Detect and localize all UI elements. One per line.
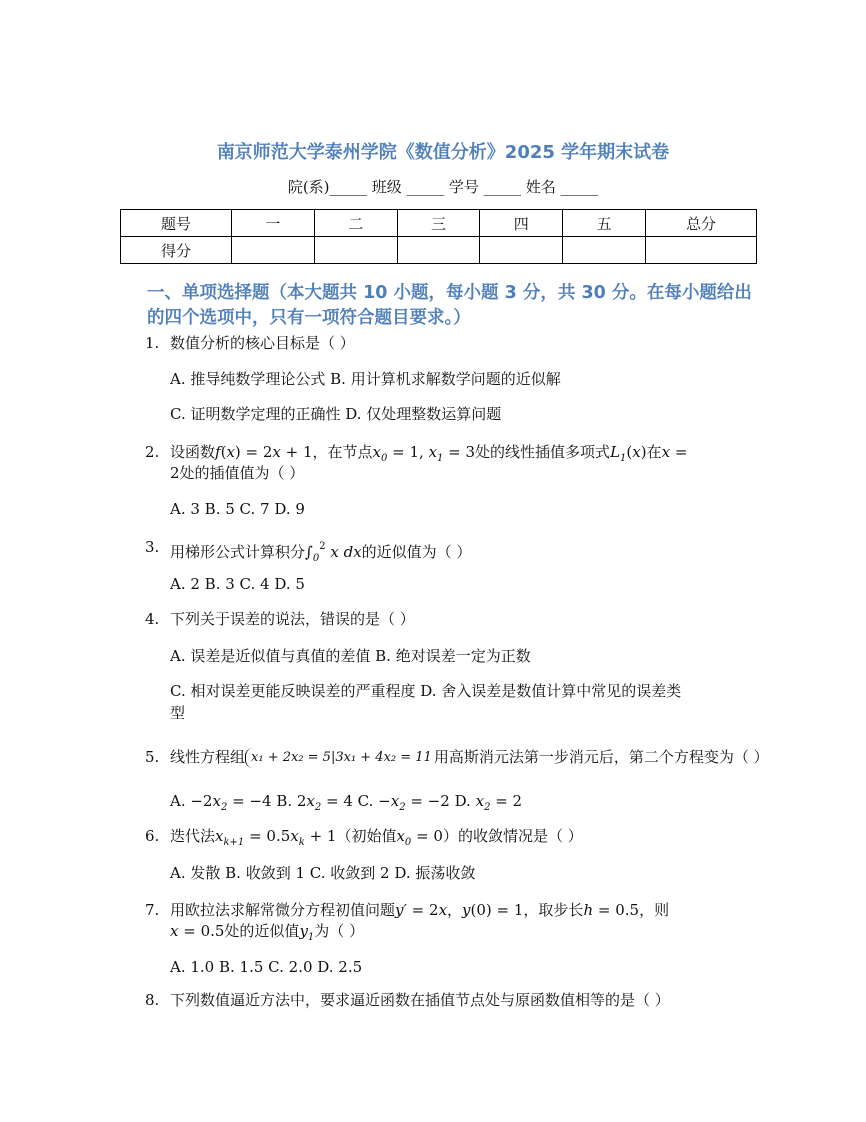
score-cell xyxy=(646,237,757,264)
text-segment: 线性方程组 xyxy=(170,748,246,766)
equation-system: x₁ + 2x₂ = 5|3x₁ + 4x₂ = 11 xyxy=(245,748,434,768)
text-segment: 下列关于误差的说法，错误的是（ ） xyxy=(170,610,415,628)
question-number: 1. xyxy=(145,334,160,352)
question-text xyxy=(170,537,471,569)
text-segment: 用梯形公式计算积分∫ xyxy=(170,543,313,561)
question-line xyxy=(170,463,304,483)
question-line xyxy=(170,957,362,977)
header-cell: 二 xyxy=(314,210,397,237)
question-number: 8. xyxy=(145,991,160,1009)
question-line xyxy=(170,574,305,594)
score-table-header-row xyxy=(121,210,757,237)
math-segment: x xyxy=(215,827,224,845)
math-segment: x xyxy=(272,443,281,461)
score-table-score-row xyxy=(121,237,757,264)
text-segment: 下列数值逼近方法中，要求逼近函数在插值节点处与原函数值相等的是（ ） xyxy=(170,991,670,1009)
math-segment: x xyxy=(428,443,438,461)
text-segment: = 1, xyxy=(387,443,429,461)
header-cell: 题号 xyxy=(121,210,232,237)
header-cell: 三 xyxy=(397,210,480,237)
text-segment: = 0）的收敛情况是（ ） xyxy=(411,827,583,845)
question-text xyxy=(170,900,669,920)
text-segment: 用欧拉法求解常微分方程初值问题 xyxy=(170,901,396,919)
math-segment: 1 xyxy=(437,453,444,464)
question-line xyxy=(170,646,531,666)
text-segment: A. 2 B. 3 C. 4 D. 5 xyxy=(170,575,305,593)
question-line xyxy=(170,921,364,948)
text-segment: ( xyxy=(626,443,633,461)
score-cell xyxy=(397,237,480,264)
text-segment: A. 1.0 B. 1.5 C. 2.0 D. 2.5 xyxy=(170,958,363,976)
text-segment: ， xyxy=(447,901,463,919)
question-number: 7. xyxy=(145,901,160,919)
text-segment: )在 xyxy=(640,443,662,461)
math-segment: 1 xyxy=(620,453,627,464)
math-segment: 2 xyxy=(484,802,491,813)
question-text xyxy=(170,990,670,1010)
math-segment: x xyxy=(290,827,299,845)
text-segment: = 0.5 xyxy=(244,827,291,845)
question-line xyxy=(170,404,501,424)
text-segment: 为（ ） xyxy=(314,922,365,940)
text-segment: 的近似值为（ ） xyxy=(361,543,472,561)
math-segment: 2 xyxy=(399,802,406,813)
text-segment: = −4 B. 2 xyxy=(227,792,307,810)
math-segment: x xyxy=(632,443,641,461)
question-number: 3. xyxy=(145,538,160,556)
score-cell xyxy=(232,237,315,264)
math-segment: 2 xyxy=(314,802,322,813)
question-line xyxy=(170,499,305,519)
question-number: 6. xyxy=(145,827,160,845)
text-segment: 型 xyxy=(170,704,186,722)
section-heading: 一、单项选择题（本大题共 10 小题，每小题 3 分，共 30 分。在每小题给出的四个选项中，只有一项符合题目要求。） xyxy=(147,283,752,328)
text-segment: 数值分析的核心目标是（ ） xyxy=(170,334,355,352)
text-segment: = −2 D. xyxy=(405,792,476,810)
question-text xyxy=(170,747,769,768)
text-segment: = xyxy=(670,443,688,461)
text-segment: 2处的插值值为（ ） xyxy=(170,464,305,482)
question-line xyxy=(170,681,681,701)
score-cell xyxy=(563,237,646,264)
math-segment: x xyxy=(170,922,179,940)
header-cell: 总分 xyxy=(646,210,757,237)
question-text xyxy=(170,609,415,629)
text-segment: C. 证明数学定理的正确性 D. 仅处理整数运算问题 xyxy=(170,405,502,423)
text-segment: C. 相对误差更能反映误差的严重程度 D. 舍入误差是数值计算中常见的误差类 xyxy=(170,682,682,700)
text-segment: A. 发散 B. 收敛到 1 C. 收敛到 2 D. 振荡收敛 xyxy=(170,864,476,882)
math-segment: 2 xyxy=(220,802,228,813)
question-line xyxy=(170,369,561,389)
text-segment: = 3处的线性插值多项式 xyxy=(443,443,611,461)
score-table xyxy=(120,209,757,264)
math-segment: 0 xyxy=(381,453,388,464)
math-segment: k+1 xyxy=(223,837,245,848)
question-number: 4. xyxy=(145,610,160,628)
math-segment: x xyxy=(475,792,485,810)
question-text xyxy=(170,826,583,853)
text-segment: 迭代法 xyxy=(170,827,216,845)
math-segment: L xyxy=(610,443,621,461)
text-segment: + 1，在节点 xyxy=(280,443,373,461)
text-segment: A. −2 xyxy=(170,792,213,810)
math-segment: y xyxy=(462,901,471,919)
question-text xyxy=(170,333,355,353)
math-segment: x xyxy=(306,792,315,810)
math-segment: 1 xyxy=(307,932,315,943)
question-number: 5. xyxy=(145,748,160,766)
question-line xyxy=(170,791,522,818)
row-label: 得分 xyxy=(121,237,232,264)
question-number: 2. xyxy=(145,443,160,461)
text-segment: ( xyxy=(220,443,227,461)
header-cell: 一 xyxy=(232,210,315,237)
math-segment: y′ xyxy=(395,901,407,919)
math-segment: x xyxy=(438,901,448,919)
score-cell xyxy=(314,237,397,264)
text-segment: A. 推导纯数学理论公式 B. 用计算机求解数学问题的近似解 xyxy=(170,370,561,388)
math-segment: x xyxy=(661,443,671,461)
math-segment: x xyxy=(390,792,400,810)
score-cell xyxy=(480,237,563,264)
text-segment: A. 误差是近似值与真值的差值 B. 绝对误差一定为正数 xyxy=(170,647,531,665)
math-segment: x xyxy=(226,443,235,461)
math-segment: x xyxy=(212,792,221,810)
text-segment: A. 3 B. 5 C. 7 D. 9 xyxy=(170,500,305,518)
math-segment: k xyxy=(298,837,305,848)
text-segment: = 4 C. − xyxy=(321,792,391,810)
math-segment: y xyxy=(299,922,308,940)
text-segment: 设函数 xyxy=(170,443,216,461)
math-segment: x xyxy=(372,443,381,461)
math-segment: x xyxy=(396,827,405,845)
text-segment: ) = 2 xyxy=(234,443,273,461)
math-segment: x dx xyxy=(330,543,362,561)
header-cell: 五 xyxy=(563,210,646,237)
text-segment: = 2 xyxy=(490,792,523,810)
text-segment: (0) = 1，取步长 xyxy=(470,901,584,919)
text-segment: + 1（初始值 xyxy=(304,827,397,845)
math-segment: 0 xyxy=(312,553,320,564)
question-line xyxy=(170,863,475,883)
math-segment: h xyxy=(583,901,594,919)
text-segment: = 0.5处的近似值 xyxy=(178,922,300,940)
text-segment: 用高斯消元法第一步消元后，第二个方程变为（ ） xyxy=(433,748,769,766)
student-info-line: 院(系)_____ 班级 _____ 学号 _____ 姓名 _____ xyxy=(287,178,599,196)
exam-title: 南京师范大学泰州学院《数值分析》2025 学年期末试卷 xyxy=(216,142,670,163)
text-segment: = 0.5，则 xyxy=(593,901,670,919)
math-segment: 2 xyxy=(319,541,326,552)
math-segment: 0 xyxy=(404,837,412,848)
question-line xyxy=(170,703,185,723)
math-segment: f xyxy=(215,443,221,461)
text-segment: = 2 xyxy=(406,901,439,919)
header-cell: 四 xyxy=(480,210,563,237)
